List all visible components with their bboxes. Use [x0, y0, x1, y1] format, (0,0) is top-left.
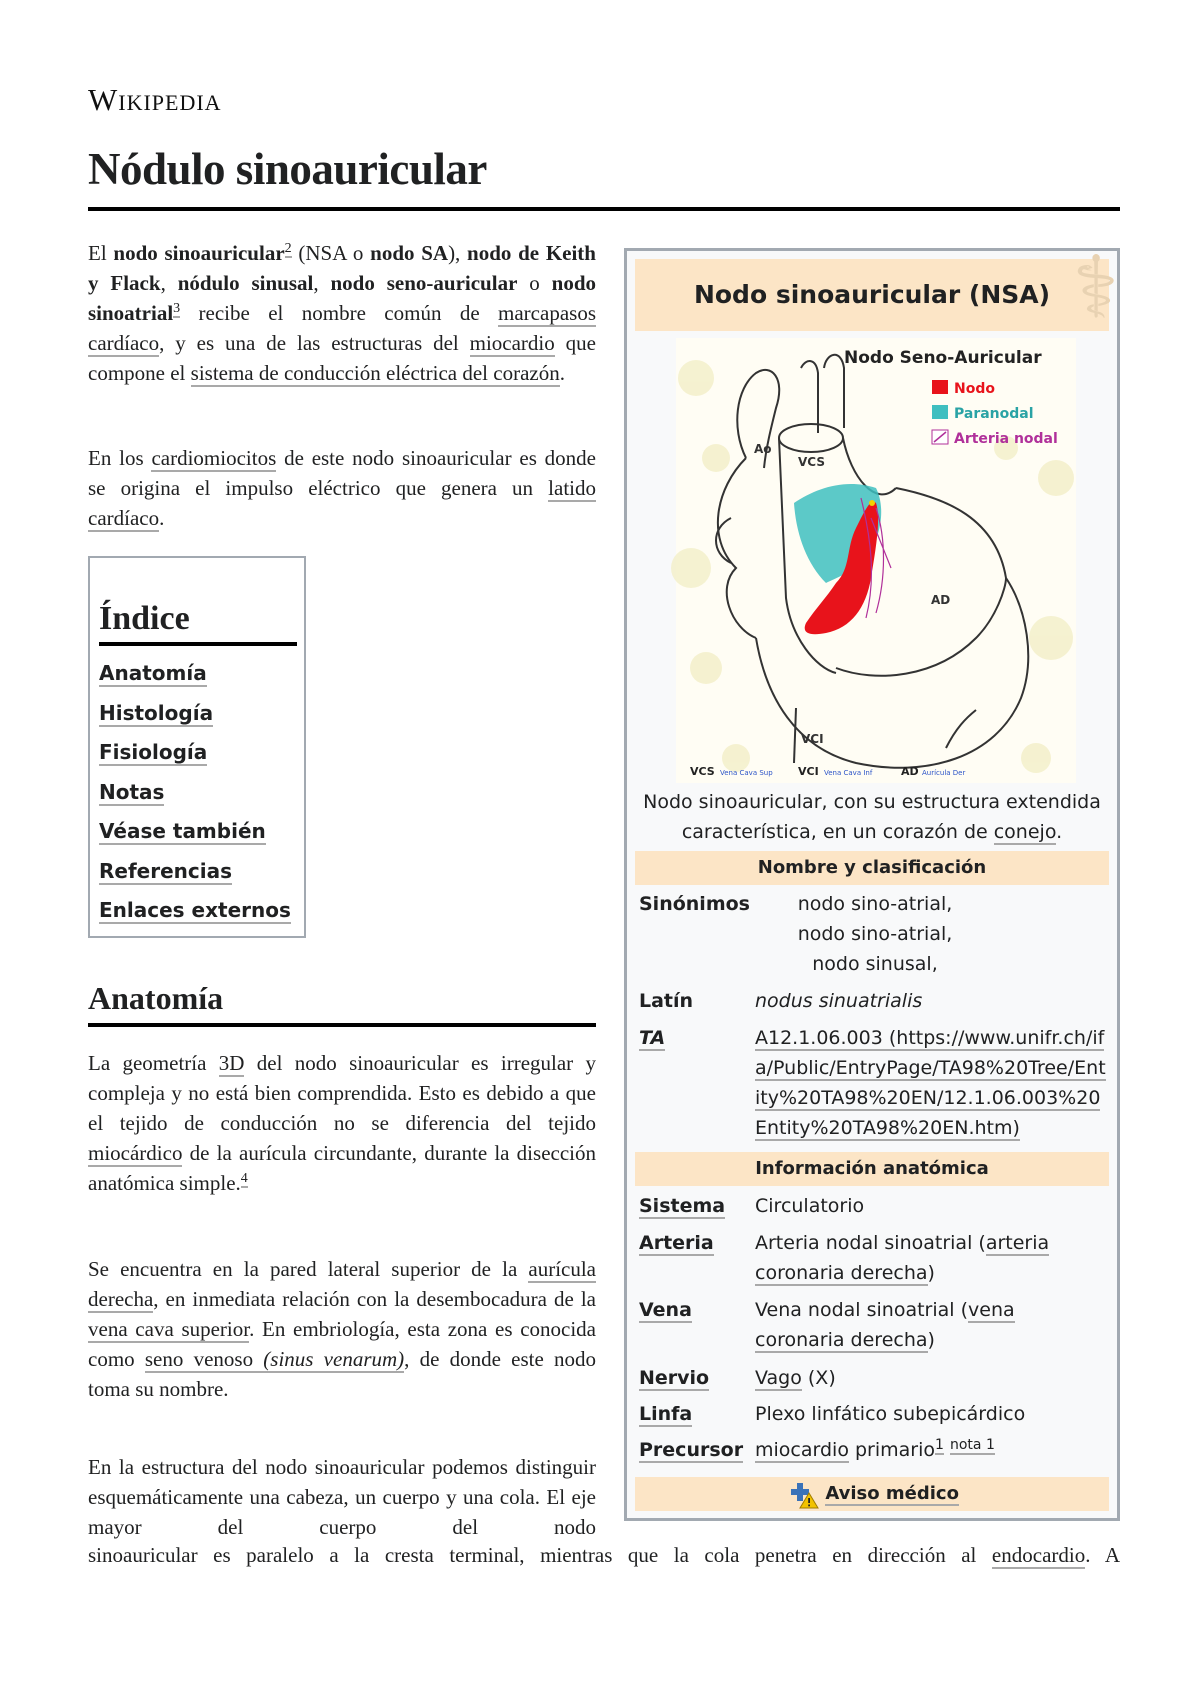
ref-2[interactable]: 2: [284, 241, 292, 256]
table-of-contents: [88, 556, 306, 938]
link-vena-coronaria-derecha[interactable]: vena coronaria derecha: [755, 1299, 1015, 1351]
toc-heading: Índice: [99, 600, 297, 646]
infobox-title: ⚕ Nodo sinoauricular (NSA): [635, 259, 1109, 331]
link-seno-venoso[interactable]: seno venoso (sinus venarum): [144, 1347, 405, 1371]
footer-ad: AD: [901, 765, 919, 778]
label-nervio[interactable]: Nervio: [639, 1367, 710, 1389]
anatomia-section-2: [88, 1254, 596, 1404]
label-vci: VCI: [801, 732, 824, 746]
label-vena[interactable]: Vena: [639, 1299, 692, 1321]
footer-ad-full: Aurícula Der: [922, 769, 966, 777]
label-latin: Latín: [639, 990, 694, 1012]
footer-vci-full: Vena Cava Inf: [824, 769, 873, 777]
row-ta: [635, 1023, 1109, 1147]
anatomia-paragraph-2: Se encuentra en la pared lateral superior de la aurícula derecha, en inmediata relación con la desembocadura de la vena cava superior. En embriología, esta zona es conocida como seno venoso (sinus venarum), de donde este nodo toma su nombre.: [88, 1257, 597, 1401]
toc-item-enlaces-externos[interactable]: Enlaces externos: [99, 898, 291, 922]
image-caption: Nodo sinoauricular, con su estructura extendida característica, en un corazón de conejo.: [643, 791, 1101, 843]
toc-list: [99, 658, 291, 935]
value-latin: nodus sinuatrialis: [755, 990, 923, 1012]
legend-paranodal: Paranodal: [954, 406, 1034, 422]
link-miocardico[interactable]: miocárdico: [88, 1141, 183, 1165]
section-informacion-anatomica: Información anatómica: [635, 1152, 1109, 1186]
toc-item-histologia[interactable]: Histología: [99, 700, 214, 725]
wikipedia-logo[interactable]: Wikipedia: [88, 82, 222, 117]
heart-diagram-image[interactable]: [676, 338, 1076, 783]
row-vena: [635, 1295, 1109, 1357]
infobox: [624, 238, 1120, 1521]
ref-4[interactable]: 4: [240, 1171, 248, 1186]
link-arteria-coronaria-derecha[interactable]: arteria coronaria derecha: [755, 1232, 1050, 1284]
label-linfa[interactable]: Linfa: [639, 1403, 693, 1425]
link-conejo[interactable]: conejo: [993, 821, 1057, 843]
legend-nodo-swatch: [932, 380, 948, 394]
page-title: Nódulo sinoauricular: [88, 144, 487, 194]
row-arteria: [635, 1228, 1109, 1290]
legend-paranodal-swatch: [932, 405, 948, 419]
intro-section-2: [88, 443, 596, 533]
footer-vci: VCI: [798, 765, 819, 778]
value-precursor: miocardio primario$^1$ $^{nota 1}$: [755, 1436, 995, 1461]
toc-item-referencias[interactable]: Referencias: [99, 858, 233, 883]
anatomia-section: [88, 1048, 596, 1198]
link-sistema-conduccion[interactable]: sistema de conducción eléctrica del corazón: [190, 361, 560, 385]
value-sinonimos: nodo sino-atrial, nodo sino-atrial, nodo sinusal,: [797, 893, 953, 975]
medical-warning-icon: [785, 1479, 819, 1509]
link-latido[interactable]: latido cardíaco: [88, 476, 596, 530]
link-3d[interactable]: 3D: [218, 1051, 245, 1075]
label-sinonimos: Sinónimos: [639, 893, 750, 915]
value-ta[interactable]: A12.1.06.003 (https://www.unifr.ch/ifa/Public/EntryPage/TA98%20Tree/Entity%20TA98%20EN/12.1.06.003%20Entity%20TA98%20EN.htm): [755, 1027, 1106, 1139]
label-ao: Ao: [754, 442, 772, 456]
aviso-medico[interactable]: Aviso médico: [635, 1477, 1109, 1511]
anatomia-section-3: [88, 1452, 596, 1542]
toc-item-fisiologia[interactable]: Fisiología: [99, 740, 208, 764]
toc-item-anatomia[interactable]: Anatomía: [99, 661, 207, 685]
section-heading-anatomia: Anatomía: [88, 980, 596, 1027]
link-endocardio[interactable]: endocardio: [991, 1543, 1086, 1567]
intro-section: [88, 238, 596, 388]
section-nombre-clasificacion: Nombre y clasificación: [635, 851, 1109, 885]
ref-1[interactable]: 1: [935, 1436, 944, 1453]
link-vena-cava-superior[interactable]: vena cava superior: [88, 1317, 250, 1341]
ref-3[interactable]: 3: [173, 301, 181, 316]
anatomia-paragraph-3: En la estructura del nodo sinoauricular podemos distinguir esquemáticamente una cabeza, un cuerpo y una cola. El eje mayor del cuerpo del nodo: [88, 1455, 596, 1539]
label-precursor[interactable]: Precursor: [639, 1439, 744, 1461]
label-sistema[interactable]: Sistema: [639, 1195, 726, 1217]
legend-arteria-nodal: Arteria nodal: [954, 431, 1058, 447]
legend-nodo: Nodo: [954, 381, 995, 397]
anatomia-paragraph-1: La geometría 3D del nodo sinoauricular es irregular y compleja y no está bien comprendida. Esto es debido a que el tejido de conducción no se diferencia del tejido miocárdico de la aurícula circundante, durante la disección anatómica simple.$^4$: [88, 1051, 596, 1195]
caduceus-icon: ⚕: [1072, 238, 1119, 338]
link-auricula-derecha[interactable]: aurícula derecha: [88, 1257, 596, 1311]
intro-paragraph-1: El nodo sinoauricular$^2$ (NSA o nodo SA), nodo de Keith y Flack, nódulo sinusal, nodo seno-auricular o nodo sinoatrial$^3$ recibe el nombre común de marcapasos cardíaco, y es una de las estructuras del miocardio que compone el sistema de conducción eléctrica del corazón.: [88, 241, 597, 385]
row-sinonimos: [635, 889, 1109, 981]
label-ad: AD: [931, 593, 951, 607]
ref-nota-1[interactable]: nota 1: [949, 1436, 995, 1453]
link-cardiomiocitos[interactable]: cardiomiocitos: [151, 446, 277, 470]
value-nervio: Vago (X): [755, 1367, 836, 1389]
toc-item-notas[interactable]: Notas: [99, 779, 165, 804]
value-sistema: Circulatorio: [755, 1195, 865, 1217]
intro-paragraph-2: En los cardiomiocitos de este nodo sinoauricular es donde se origina el impulso eléctrico que genera un latido cardíaco.: [88, 446, 596, 530]
diagram-title: Nodo Seno-Auricular: [844, 348, 1042, 368]
link-miocardio[interactable]: miocardio: [469, 331, 555, 355]
title-divider: [88, 207, 1120, 211]
label-ta[interactable]: TA: [639, 1027, 666, 1049]
label-vcs: VCS: [798, 455, 825, 469]
toc-item-vease-tambien[interactable]: Véase también: [99, 819, 266, 843]
value-vena: Vena nodal sinoatrial (vena coronaria derecha): [755, 1299, 1015, 1351]
value-arteria: Arteria nodal sinoatrial (arteria coronaria derecha): [755, 1232, 1050, 1284]
footer-vcs-full: Vena Cava Sup: [720, 769, 773, 777]
value-linfa: Plexo linfático subepicárdico: [755, 1403, 1026, 1425]
link-vago[interactable]: Vago: [755, 1367, 802, 1389]
link-miocardio-primario[interactable]: miocardio: [755, 1439, 849, 1461]
link-marcapasos[interactable]: marcapasos cardíaco: [88, 301, 596, 355]
label-arteria[interactable]: Arteria: [639, 1232, 714, 1254]
footer-vcs: VCS: [690, 765, 715, 778]
anatomia-paragraph-3-continued: sinoauricular es paralelo a la cresta terminal, mientras que la cola penetra en dirección al endocardio. A: [88, 1543, 1120, 1567]
